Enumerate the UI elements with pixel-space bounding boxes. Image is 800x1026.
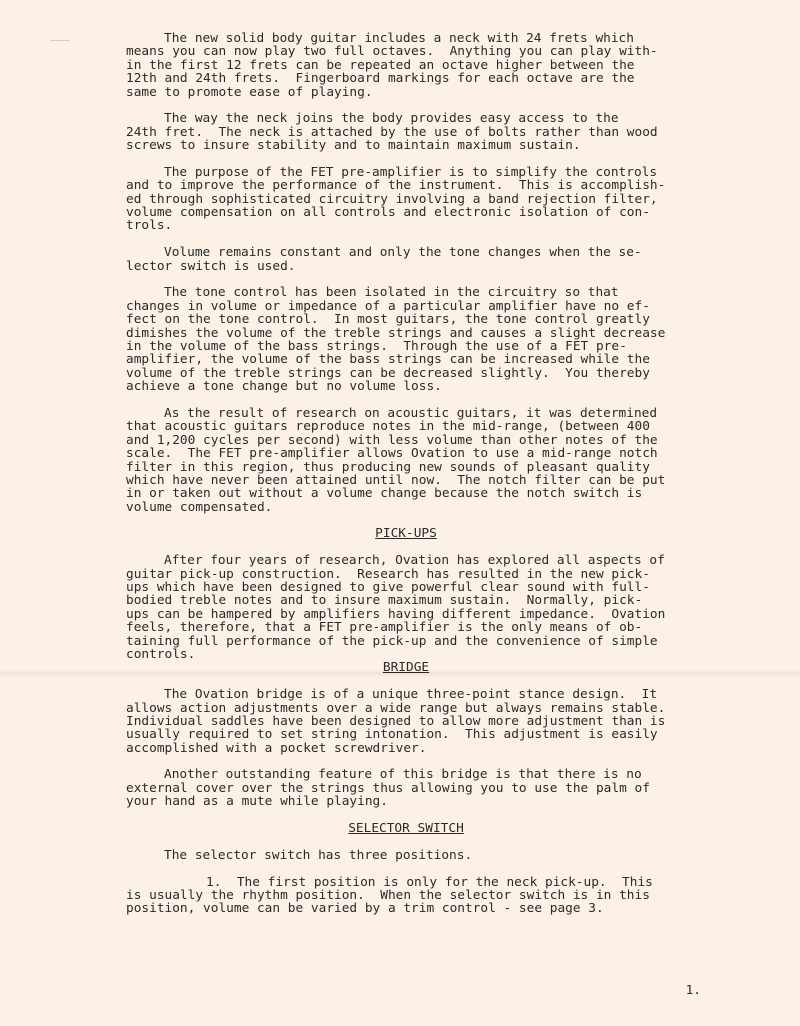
text-line: controls. [126,646,196,662]
text-line: The purpose of the FET pre-amplifier is to simplify the controls [164,164,658,180]
paragraph-bridge-1 [126,688,686,755]
text-line: volume of the treble strings can be decreased slightly. You thereby [126,365,650,381]
text-line: The new solid body guitar includes a neck with 24 frets which [164,31,634,46]
text-line: Individual saddles have been designed to allow more adjustment than is [126,713,666,729]
paragraph-pickups [126,554,686,661]
text-line: scale. The FET pre-amplifier allows Ovation to use a mid-range notch [126,446,658,462]
text-line: ups can be hampered by amplifiers having different impedance. Ovation [126,606,666,622]
text-line: The tone control has been isolated in the circuitry so that [164,285,619,301]
text-line: Another outstanding feature of this bridge is that there is no [164,767,642,783]
text-line: in the volume of the bass strings. Through the use of a FET pre- [126,338,627,354]
text-line: in the first 12 frets can be repeated an octave higher between the [126,57,635,73]
text-line: volume compensation on all controls and electronic isolation of con- [126,205,650,221]
paragraph-volume-constant [126,246,686,273]
document-body [126,32,686,916]
text-line: After four years of research, Ovation has explored all aspects of [164,553,665,569]
text-line: ups which have been designed to give powerful clear sound with full- [126,580,650,596]
text-line: dimishes the volume of the treble strings and causes a slight decrease [126,325,666,341]
text-line: fect on the tone control. In most guitars, the tone control greatly [126,312,650,328]
text-line: filter in this region, thus producing new sounds of pleasant quality [126,459,650,475]
text-line: 12th and 24th frets. Fingerboard markings for each octave are the [126,71,635,87]
text-line: achieve a tone change but no volume loss. [126,379,442,395]
text-line: changes in volume or impedance of a particular amplifier have no ef- [126,298,650,314]
text-line: The way the neck joins the body provides easy access to the [164,111,619,127]
paragraph-gap [126,273,686,286]
paragraph-acoustic-research [126,407,686,514]
text-line: 24th fret. The neck is attached by the use of bolts rather than wood [126,124,658,140]
text-line: in or taken out without a volume change because the notch switch is [126,486,643,502]
text-line: your hand as a mute while playing. [126,794,388,810]
paragraph-bridge-2 [126,768,686,808]
text-line: The Ovation bridge is of a unique three-point stance design. It [164,687,658,703]
paragraph-gap [126,835,686,848]
paragraph-fet-purpose [126,166,686,233]
paragraph-tone-control [126,286,686,393]
text-line: amplifier, the volume of the bass strings can be increased while the [126,352,650,368]
paragraph-gap [126,153,686,166]
text-line: accomplished with a pocket screwdriver. [126,740,427,756]
text-line: usually required to set string intonation. This adjustment is easily [126,727,658,743]
text-line: 1. The first position is only for the neck pick-up. This [206,874,653,890]
paragraph-gap [126,862,686,875]
paragraph-gap [126,809,686,822]
text-line: which have never been attained until now. The notch filter can be put [126,472,666,488]
text-line: bodied treble notes and to insure maximum sustain. Normally, pick- [126,593,643,609]
paragraph-gap [126,233,686,246]
page-number: 1. [685,983,701,998]
heading-pickups: PICK-UPS [375,526,437,542]
paragraph-gap [126,99,686,112]
text-line: same to promote ease of playing. [126,84,373,100]
paragraph-gap [126,394,686,407]
text-line: As the result of research on acoustic guitars, it was determined [164,405,658,421]
text-line: and to improve the performance of the instrument. This is accomplish- [126,178,666,194]
paragraph-neck-joint [126,112,686,152]
heading-bridge: BRIDGE [382,660,430,676]
text-line: means you can now play two full octaves. Anything you can play with- [126,44,658,60]
text-line: allows action adjustments over a wide range but always remains stable. [126,700,666,716]
text-line: Volume remains constant and only the tone changes when the se- [164,245,642,261]
text-line: trols. [126,218,173,234]
heading-selector-switch: SELECTOR SWITCH [348,821,464,837]
text-line: position, volume can be varied by a trim control - see page 3. [126,901,604,917]
paragraph-gap [126,755,686,768]
text-line: and 1,200 cycles per second) with less volume than other notes of the [126,432,658,448]
selector-intro: The selector switch has three positions. [164,847,473,863]
paper-mark [50,40,70,41]
text-line: feels, therefore, that a FET pre-amplifier is the only means of ob- [126,620,643,636]
text-line: guitar pick-up construction. Research has resulted in the new pick- [126,566,650,582]
paragraph-gap [126,514,686,527]
text-line: ed through sophisticated circuitry involving a band rejection filter, [126,191,658,207]
paragraph-gap [126,541,686,554]
text-line: that acoustic guitars reproduce notes in the mid-range, (between 400 [126,419,650,435]
text-line: lector switch is used. [126,258,296,274]
text-line: external cover over the strings thus allowing you to use the palm of [126,780,650,796]
text-line: volume compensated. [126,499,273,515]
text-line: screws to insure stability and to maintain maximum sustain. [126,138,581,154]
paragraph-gap [126,675,686,688]
selector-item-1 [126,876,686,916]
paragraph-fret-range [126,32,686,99]
text-line: taining full performance of the pick-up and the convenience of simple [126,633,658,649]
text-line: is usually the rhythm position. When the selector switch is in this [126,888,650,903]
